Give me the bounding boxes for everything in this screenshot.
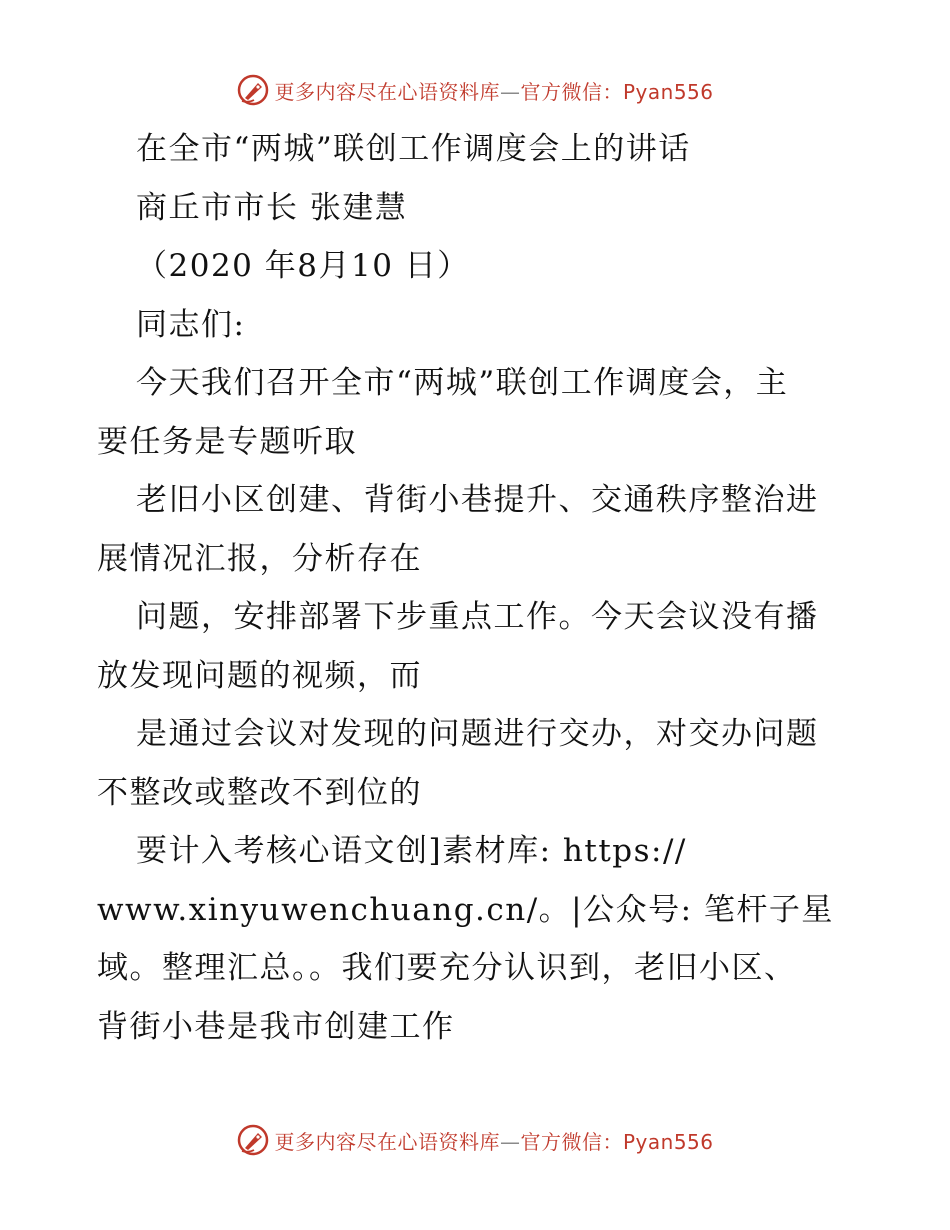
banner-wechat-id: Pyan556 bbox=[622, 79, 714, 104]
doc-text-line: 是通过会议对发现的问题进行交办，对交办问题 bbox=[136, 716, 819, 752]
banner-main-text: 更多内容尽在心语资料库 bbox=[274, 79, 500, 104]
doc-text-line: 今天我们召开全市“两城”联创工作调度会，主 bbox=[136, 365, 789, 401]
doc-text-line: www.xinyuwenchuang.cn/。|公众号: 笔杆子星 bbox=[97, 891, 834, 928]
doc-text-line: 展情况汇报，分析存在 bbox=[97, 540, 422, 577]
document-body bbox=[97, 120, 867, 1056]
doc-text-line: 放发现问题的视频，而 bbox=[97, 657, 422, 694]
doc-salutation: 同志们: bbox=[136, 306, 246, 343]
doc-text-line: 老旧小区创建、背街小巷提升、交通秩序整治进 bbox=[136, 482, 819, 518]
doc-text-line: 域。整理汇总。。我们要充分认识到，老旧小区、 bbox=[97, 950, 797, 986]
pen-nib-logo-icon bbox=[236, 1123, 270, 1157]
banner-separator: — bbox=[499, 79, 521, 104]
doc-text-line: 要任务是专题听取 bbox=[97, 423, 357, 460]
banner-wechat-label: 官方微信： bbox=[520, 79, 623, 104]
banner-wechat-id: Pyan556 bbox=[622, 1129, 714, 1154]
header-banner bbox=[0, 70, 950, 110]
doc-text-line: 要计入考核心语文创]素材库: https:// bbox=[136, 833, 687, 869]
banner-wechat-label: 官方微信： bbox=[520, 1129, 623, 1154]
doc-title: 在全市“两城”联创工作调度会上的讲话 bbox=[136, 131, 691, 167]
doc-text-line: 不整改或整改不到位的 bbox=[97, 774, 422, 811]
doc-text-line: 背街小巷是我市创建工作 bbox=[97, 1008, 455, 1045]
doc-date: （2020 年8月10 日） bbox=[136, 248, 470, 284]
banner-text bbox=[274, 76, 713, 105]
doc-text-line: 问题，安排部署下步重点工作。今天会议没有播 bbox=[136, 599, 819, 635]
pen-nib-logo-icon bbox=[236, 73, 270, 107]
banner-main-text: 更多内容尽在心语资料库 bbox=[274, 1129, 500, 1154]
footer-banner bbox=[0, 1120, 950, 1160]
banner-text bbox=[274, 1126, 713, 1155]
doc-author: 商丘市市长 张建慧 bbox=[136, 189, 408, 226]
banner-separator: — bbox=[499, 1129, 521, 1154]
